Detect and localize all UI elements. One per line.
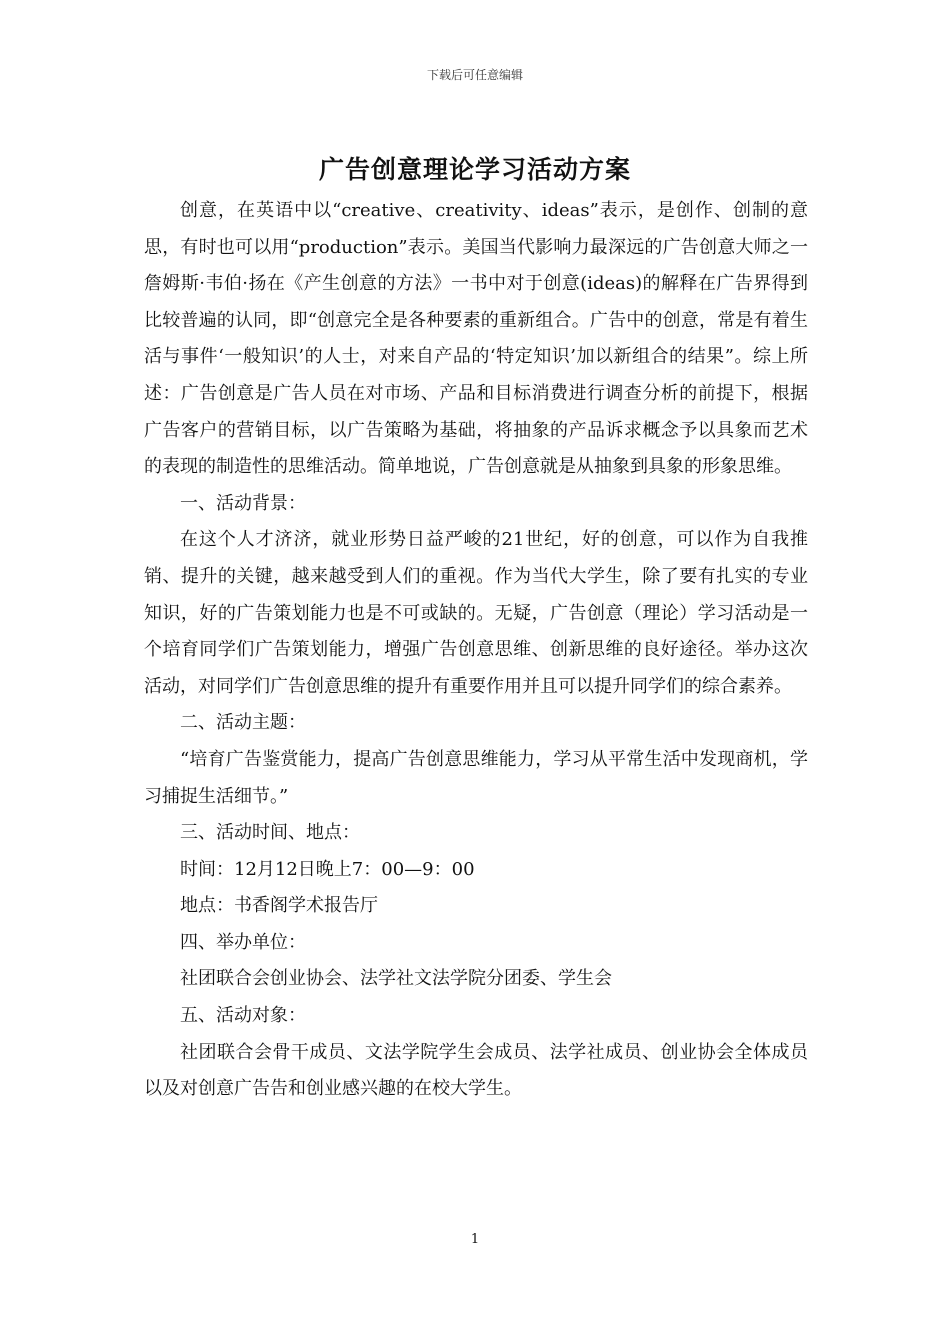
section-heading-organizer: 四、举办单位： (180, 931, 306, 953)
header-note: 下载后可任意编辑 (426, 68, 523, 82)
audience-paragraph: 社团联合会骨干成员、文法学院学生会成员、法学社成员、创业协会全体成员以及对创意广告告和创业感兴趣的在校大学生。 (144, 1041, 808, 1100)
document-body (144, 193, 808, 1108)
page-number: 1 (470, 1232, 480, 1247)
organizer-line: 社团联合会创业协会、法学社文法学院分团委、学生会 (180, 968, 612, 990)
section-heading-theme: 二、活动主题： (180, 712, 306, 734)
section-heading-background: 一、活动背景： (180, 492, 306, 514)
section-heading-time-place: 三、活动时间、地点： (180, 822, 360, 844)
section-heading-audience: 五、活动对象： (180, 1005, 306, 1027)
document-title: 广告创意理论学习活动方案 (318, 155, 631, 184)
intro-paragraph: 创意，在英语中以“creative、creativity、ideas”表示，是创作、创制的意思，有时也可以用“production”表示。美国当代影响力最深远的广告创意大师之一詹姆斯·韦伯·扬在《产生创意的方法》一书中对于创意(ideas)的解释在广告界得到比较普遍的认同，即“创意完全是各种要素的重新组合。广告中的创意，常是有着生活与事件‘一般知识’的人士，对来自产品的‘特定知识’加以新组合的结果”。综上所述：广告创意是广告人员在对市场、产品和目标消费进行调查分析的前提下，根据广告客户的营销目标，以广告策略为基础，将抽象的产品诉求概念予以具象而艺术的表现的制造性的思维活动。简单地说，广告创意就是从抽象到具象的形象思维。 (144, 200, 808, 478)
background-paragraph: 在这个人才济济，就业形势日益严峻的21世纪，好的创意，可以作为自我推销、提升的关键，越来越受到人们的重视。作为当代大学生，除了要有扎实的专业知识，好的广告策划能力也是不可或缺的。无疑，广告创意（理论）学习活动是一个培育同学们广告策划能力，增强广告创意思维、创新思维的良好途径。举办这次活动，对同学们广告创意思维的提升有重要作用并且可以提升同学们的综合素养。 (144, 529, 808, 697)
time-line: 时间：12月12日晚上7：00—9：00 (180, 858, 475, 880)
theme-paragraph: “培育广告鉴赏能力，提高广告创意思维能力，学习从平常生活中发现商机，学习捕捉生活细节。” (144, 748, 808, 807)
place-line: 地点：书香阁学术报告厅 (180, 895, 378, 917)
